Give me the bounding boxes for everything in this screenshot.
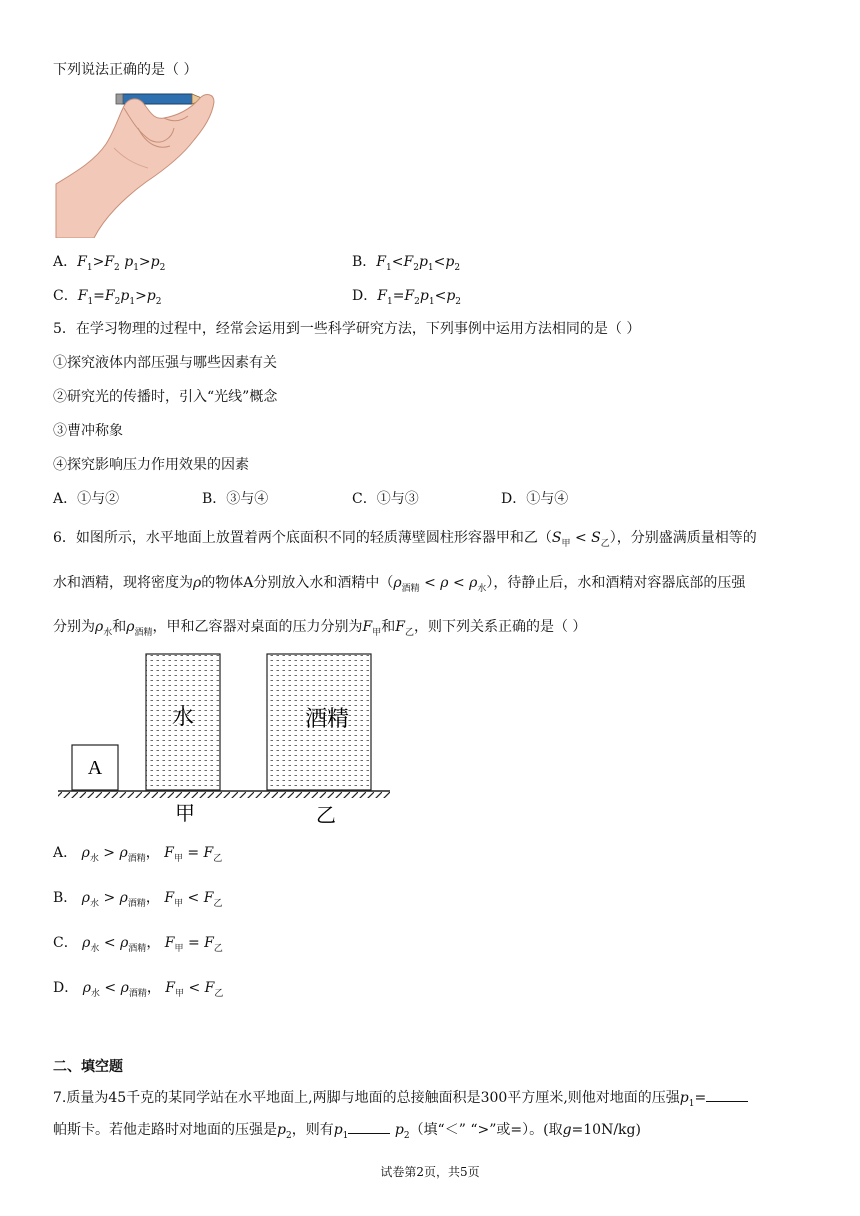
q5-stem: 5．在学习物理的过程中，经常会运用到一些科学研究方法，下列事例中运用方法相同的是（ ） — [53, 321, 641, 337]
q5-option-a[interactable]: A．①与② — [53, 491, 120, 507]
section-title-fill-in: 二、填空题 — [53, 1059, 123, 1075]
q5-option-d[interactable]: D．①与④ — [501, 491, 569, 507]
hand-pencil-image — [54, 88, 224, 238]
q6-option-c[interactable]: C． $\rho_水 < \rho_{酒精}$， $F_甲 = F_乙$ — [53, 935, 223, 954]
hand-icon — [56, 95, 214, 238]
block-a-label: A — [87, 757, 103, 779]
q6-option-a[interactable]: A． $\rho_水 > \rho_{酒精}$， $F_甲 = F_乙$ — [53, 845, 223, 864]
container-yi-label: 乙 — [316, 803, 336, 827]
q4-option-b[interactable]: B．$F_1<F_2p_1<p_2$ — [352, 254, 461, 273]
q4-stem: 下列说法正确的是（ ） — [53, 62, 198, 78]
container-jia-label: 甲 — [175, 801, 195, 825]
q7-line-1: 7.质量为45千克的某同学站在水平地面上,两脚与地面的总接触面积是300平方厘米,则他对地面的压强$p_1=$ — [53, 1087, 748, 1114]
q4-option-d[interactable]: D．$F_1=F_2p_1<p_2$ — [352, 288, 462, 307]
q6-stem-line-3: 分别为$\rho_水$和$\rho_{酒精}$，甲和乙容器对桌面的压力分别为$F_甲$和$F_乙$，则下列关系正确的是（ ） — [53, 619, 587, 638]
q6-container-figure — [54, 648, 394, 828]
q6-stem-line-1: 6．如图所示，水平地面上放置着两个底面积不同的轻质薄壁圆柱形容器甲和乙$(S_甲 < S_乙)$，分别盛满质量相等的 — [53, 530, 757, 549]
q5-option-b[interactable]: B．③与④ — [202, 491, 269, 507]
q5-option-c[interactable]: C．①与③ — [352, 491, 419, 507]
water-label: 水 — [171, 705, 195, 730]
q7-line-2: 帕斯卡。若他走路时对地面的压强是$p_2$，则有$p_1$ $p_2$（填“＜” “>”或=）。(取g=10N/kg) — [53, 1119, 641, 1146]
q5-item-3: ③曹冲称象 — [53, 423, 123, 439]
page-footer: 试卷第2页，共5页 — [380, 1165, 480, 1179]
q5-item-4: ④探究影响压力作用效果的因素 — [53, 457, 249, 473]
q6-stem-line-2: 水和酒精，现将密度为ρ的物体A分别放入水和酒精中$(\rho_{酒精} < \rho < \rho_水)$，待静止后，水和酒精对容器底部的压强 — [53, 575, 746, 594]
q7-blank-1[interactable] — [706, 1087, 748, 1102]
ground-hatch — [58, 792, 390, 798]
q7-blank-2[interactable] — [348, 1119, 390, 1134]
q4-option-c[interactable]: C．$F_1=F_2p_1>p_2$ — [53, 288, 162, 307]
q5-item-1: ①探究液体内部压强与哪些因素有关 — [53, 355, 277, 371]
q5-item-2: ②研究光的传播时，引入“光线”概念 — [53, 389, 278, 405]
q6-option-d[interactable]: D． $\rho_水 < \rho_{酒精}$， $F_甲 < F_乙$ — [53, 980, 224, 999]
q4-option-a[interactable]: A．$F_1>F_2$ $p_1>p_2$ — [53, 254, 166, 273]
alcohol-label: 酒精 — [304, 707, 350, 732]
q6-option-b[interactable]: B． $\rho_水 > \rho_{酒精}$， $F_甲 < F_乙$ — [53, 890, 223, 909]
